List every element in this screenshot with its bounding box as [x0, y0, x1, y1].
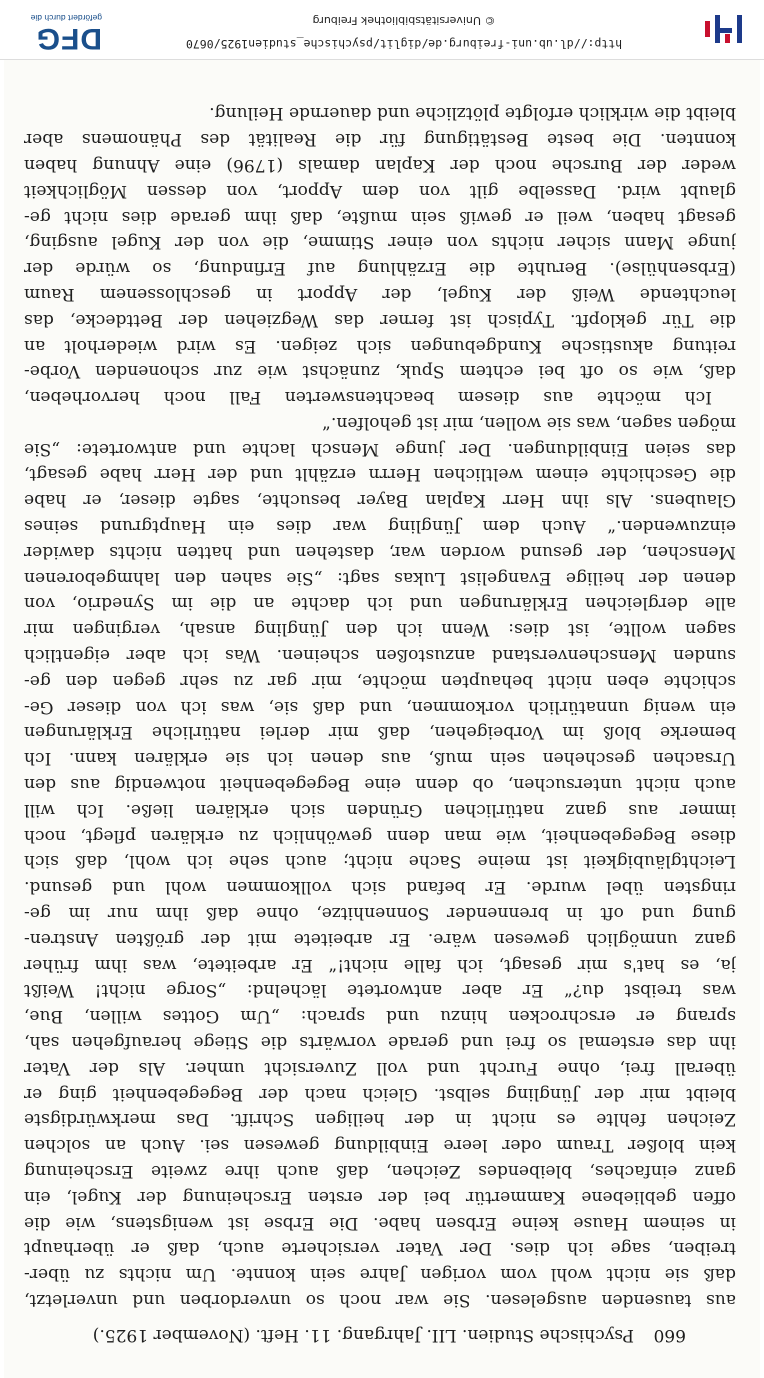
text-line: die Geschichte einem weltlichen Herrn erzählt und der Herr habe gesagt,: [24, 464, 736, 485]
source-url-link[interactable]: http://dl.ub.uni-freiburg.de/diglit/psychische_studien1925/0670: [185, 37, 623, 51]
text-line: ganz einfaches, bleibendes Zeichen, daß auch ihre zweite Erscheinung: [24, 1161, 736, 1182]
text-line: Menschen, der gesund worden war, dastehen und hatten nichts dawider: [24, 541, 736, 562]
text-line: alle dergleichen Erklärungen und ich dachte an die im Synedrio, von: [24, 593, 736, 614]
text-line: aus tausenden ausgelesen. Sie war noch so unverdorben und unverletzt,: [24, 1290, 736, 1310]
text-line: überall frei, ohne Furcht und voll Zuversicht umher. Als der Vater: [24, 1057, 736, 1078]
copyright-notice: © Universitätsbibliothek Freiburg: [312, 14, 496, 27]
dfg-logo: [6, 7, 102, 53]
dfg-mark: DFG: [35, 22, 102, 55]
text-line: gesagt haben, weil er gewiß sein mußte, daß ihm gerade dies nicht ge-: [24, 206, 736, 227]
text-line: sunden Menschenverstand anzustoßen scheinen. Was ich aber eigentlich: [24, 645, 736, 666]
page-scan: [4, 60, 760, 1378]
text-line: ein wenig unnatürlich vorkommen, und daß sie, was ich von dieser Ge-: [24, 696, 736, 717]
text-line: Ursachen geschehen sein muß, aus denen ich sie erklären kann. Ich: [24, 748, 736, 769]
text-line: einzuwenden.“ Auch dem Jüngling war dies ein Hauptgrund seines: [24, 516, 736, 537]
text-line: glaubt wird. Dasselbe gilt von dem Apport, von dessen Möglichkeit: [24, 180, 736, 201]
footer-bar: [0, 0, 764, 60]
running-head: [66, 1320, 686, 1350]
text-line: sagen wollte, ist dies: Wenn ich den Jüngling ansah, vergingen mir: [24, 619, 736, 640]
text-line: kein bloßer Traum oder leere Einbildung gewesen sei. Auch an solchen: [24, 1135, 736, 1156]
text-line: immer aus ganz natürlichen Gründen sich erklären ließe. Ich will: [24, 799, 736, 820]
text-line: daß, wie so oft bei echtem Spuk, zunächst wie zur schonenden Vorbe-: [24, 361, 736, 382]
text-line: bemerke bloß im Vorbeigehen, daß mir derlei natürliche Erklärungen: [24, 722, 736, 743]
text-line: bleibt die wirklich erfolgte plötzliche und dauernde Heilung.: [209, 103, 736, 124]
text-line: leuchtende Weiß der Kugel, der Apport in geschlossenem Raum: [24, 283, 736, 304]
text-line: reitung akustische Kundgebungen sich zeigen. Es wird wiederholt an: [24, 335, 736, 356]
text-line: Zeichen fehlte es nicht in der heiligen Schrift. Das merkwürdigste: [24, 1109, 736, 1130]
text-line: schichte eben nicht behaupten möchte, mir gar zu sehr gegen den ge-: [24, 670, 736, 691]
body-text: [24, 100, 736, 1312]
text-line: (Erbsenhülse). Beruhte die Erzählung auf Erfindung, so würde der: [24, 258, 736, 279]
text-line: ja, es hat's mir gesagt, ich falle nicht!“ Er arbeitete, was ihm früher: [24, 954, 736, 975]
dfg-funding-note: gefördert durch die: [30, 13, 102, 23]
text-line: junge Mann sicher nichts von einer Stimme, die von der Kugel ausging,: [24, 232, 736, 253]
text-line: sprang er erschrocken hinzu und sprach: „Um Gottes willen, Bue,: [24, 1006, 736, 1027]
text-line: denen der heilige Evangelist Lukas sagt: „Sie sahen den lahmgeborenen: [24, 567, 736, 588]
text-line: diese Begegebenheit, wie man denn gewöhnlich zu erklären pflegt, noch: [24, 825, 736, 846]
text-line: bleibt mir der Jüngling selbst. Gleich nach der Begegebenheit ging er: [24, 1083, 736, 1104]
text-line: weder der Bursche noch der Kaplan damals (1796) eine Ahnung haben: [24, 154, 736, 175]
text-line: Glaubens. Als ihn Herr Kaplan Bayer besuchte, sagte dieser, er habe: [24, 490, 736, 511]
text-line: offen gebliebene Kammertür bei der ersten Erscheinung der Kugel, ein: [24, 1186, 736, 1207]
text-line: das seien Einbildungen. Der junge Mensch lachte und antwortete: „Sie: [24, 438, 736, 459]
text-line: ganz unmöglich gewesen wäre. Er arbeitete mit der größten Anstren-: [24, 928, 736, 949]
text-line: konnten. Die beste Bestätigung für die Realität des Phänomens aber: [24, 129, 736, 150]
text-line: treiben, sage ich dies. Der Vater versicherte auch, daß er überhaupt: [24, 1238, 736, 1259]
page-number: 660: [653, 1325, 686, 1345]
text-line: mögen sagen, was sie wollen, mir ist geholfen.“: [322, 412, 736, 433]
text-line: was treibst du?“ Er aber antwortete lächelnd: „Sorge nicht! Weißt: [24, 980, 736, 1001]
journal-title: Psychische Studien. LII. Jahrgang. 11. Heft. (November 1925.): [92, 1325, 634, 1345]
text-line: die Tür geklopft. Typisch ist ferner das Wegziehen der Bettdecke, das: [24, 309, 736, 330]
text-line: ringsten übel wurde. Er befand sich vollkommen wohl und gesund.: [24, 877, 736, 898]
text-line: ihn das erstemal so frei und gerade vorwärts die Stiege heraufgehen sah,: [24, 1032, 736, 1053]
text-line: in seinem Hause keine Erbsen habe. Die Erbse ist wenigstens, wie die: [24, 1212, 736, 1233]
text-line: auch nicht untersuchen, ob denn eine Begegebenheit notwendig aus den: [24, 774, 736, 795]
ub-freiburg-logo-icon: [702, 9, 746, 49]
text-line: gung und oft in brennender Sonnenhitze, ohne daß ihm nur im ge-: [24, 903, 736, 924]
text-line: Leichtgläubigkeit ist meine Sache nicht; auch sehe ich wohl, daß sich: [24, 851, 736, 872]
text-line: daß sie nicht wohl vom vorigen Jahre sein konnte. Um nichts zu über-: [24, 1264, 736, 1285]
text-line: Ich möchte aus diesem beachtenswerten Fall noch hervorheben,: [24, 387, 712, 408]
